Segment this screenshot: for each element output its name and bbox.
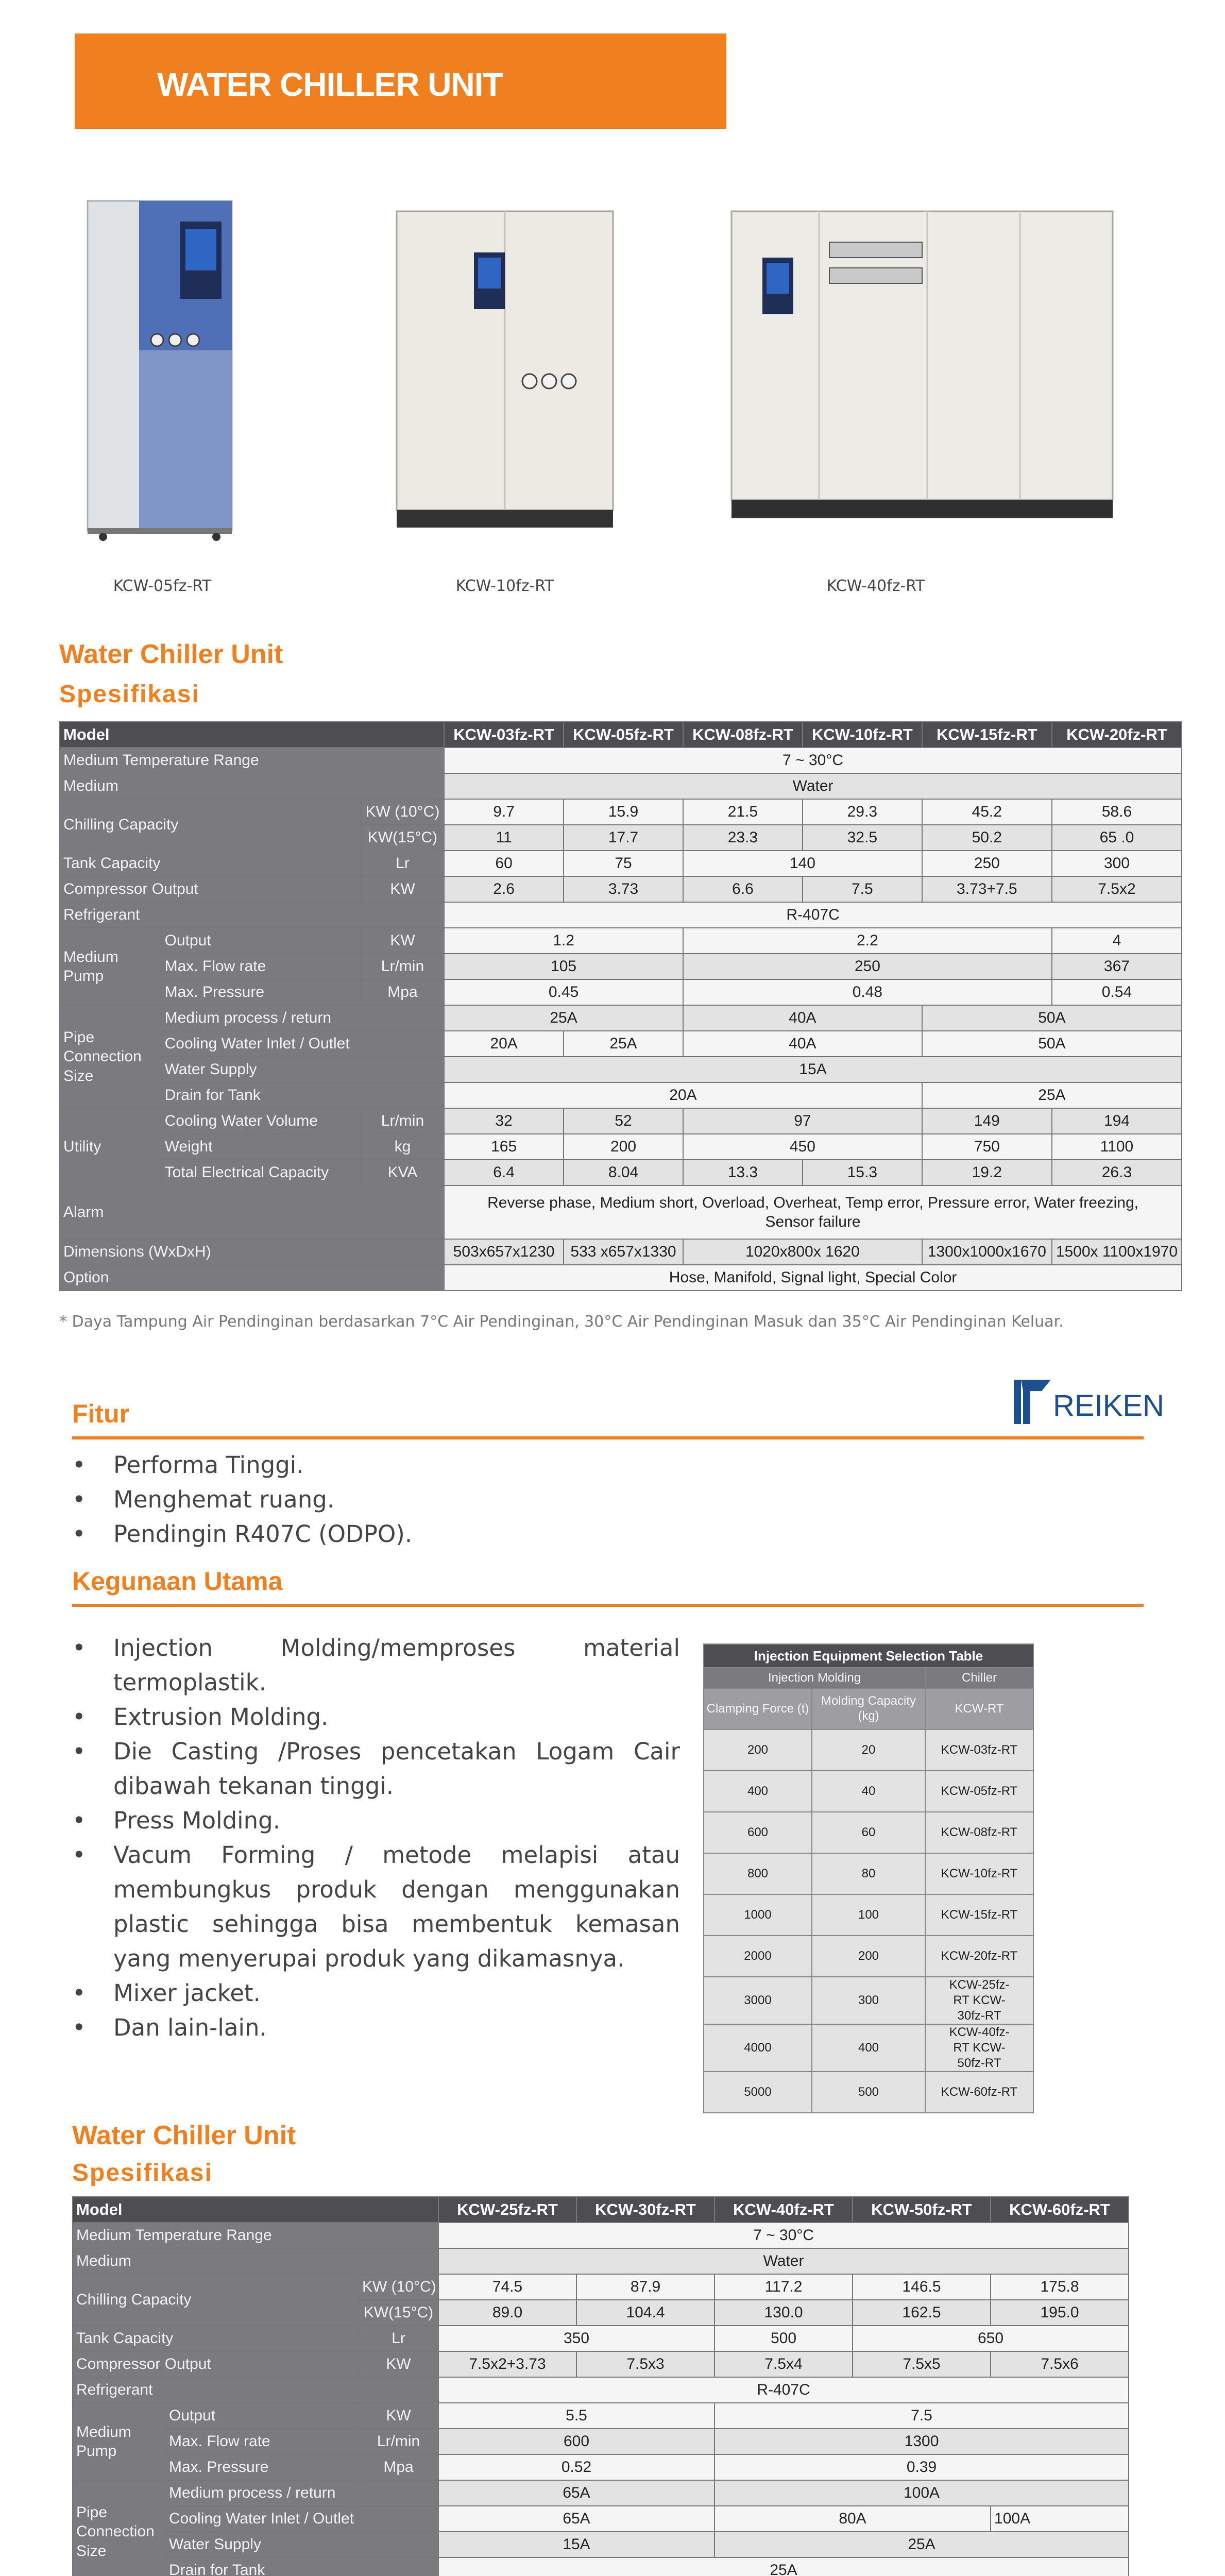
- cell: R-407C: [438, 2377, 1129, 2403]
- cell: 200: [564, 1134, 683, 1160]
- table-row: [73, 2557, 1129, 2576]
- row-sublabel: Max. Flow rate: [165, 2429, 359, 2454]
- cell: 5.5: [438, 2403, 714, 2429]
- table-row: [60, 1005, 1182, 1031]
- table-row: [73, 2429, 1129, 2454]
- section2-subtitle: Spesifikasi: [72, 2159, 213, 2187]
- cell: 1300x1000x1670: [922, 1239, 1052, 1265]
- header-cell: KCW-RT: [925, 1688, 1033, 1730]
- cell: 25A: [922, 1082, 1182, 1108]
- cell: 100A: [991, 2506, 1129, 2532]
- row-label: Refrigerant: [73, 2377, 438, 2403]
- cell: 74.5: [438, 2274, 576, 2300]
- cell: 21.5: [683, 799, 803, 825]
- cell: 50A: [922, 1031, 1182, 1057]
- cell: 1500x 1100x1970: [1052, 1239, 1182, 1265]
- cell: 60: [444, 851, 564, 876]
- header-cell: KCW-08fz-RT: [683, 722, 803, 748]
- photo-caption: KCW-10fz-RT: [455, 577, 554, 595]
- cell: 1.2: [444, 928, 683, 954]
- cell: 50.2: [922, 825, 1052, 851]
- table-row: 400 40 KCW-05fz-RT: [704, 1771, 1033, 1812]
- unit-cell: KW (10°C): [361, 799, 444, 825]
- list-item: • Vacum Forming / metode melapisi atau membungkus produk dengan menggunakan plastic sehingga bisa membentuk kemasan yang menyerupai produk yang dikamasnya.: [72, 1841, 680, 1972]
- list-item: • Menghemat ruang.: [72, 1486, 335, 1513]
- unit-cell: Mpa: [359, 2454, 438, 2480]
- table-row: [60, 928, 1182, 954]
- cell: 0.45: [444, 979, 683, 1005]
- cell: 7.5x4: [714, 2351, 853, 2377]
- cell: 175.8: [991, 2274, 1129, 2300]
- cell: 40A: [683, 1005, 922, 1031]
- photo-caption: KCW-05fz-RT: [113, 577, 212, 595]
- row-sublabel: Medium process / return: [161, 1005, 445, 1031]
- row-label: Alarm: [60, 1185, 444, 1239]
- table-row: [73, 2223, 1129, 2248]
- cell: 7.5x5: [853, 2351, 991, 2377]
- cell: 9.7: [444, 799, 564, 825]
- cell: Water: [444, 773, 1182, 799]
- cell: 25A: [714, 2532, 1129, 2557]
- row-sublabel: Output: [165, 2403, 359, 2429]
- unit-cell: KW(15°C): [361, 825, 444, 851]
- table-row: [60, 1265, 1182, 1291]
- row-label: Medium Temperature Range: [60, 748, 444, 773]
- table-row: [60, 1031, 1182, 1057]
- table-row: [60, 1239, 1182, 1265]
- row-label: Refrigerant: [60, 902, 444, 928]
- row-sublabel: Weight: [161, 1134, 361, 1160]
- unit-cell: Lr/min: [361, 954, 444, 979]
- cell: 146.5: [853, 2274, 991, 2300]
- row-label: Chilling Capacity: [60, 799, 361, 851]
- list-item: • Die Casting /Proses pencetakan Logam Cair dibawah tekanan tinggi.: [72, 1738, 680, 1800]
- table-row: [60, 773, 1182, 799]
- row-label: Utility: [60, 1108, 161, 1185]
- cell: 20A: [444, 1082, 922, 1108]
- table-row: [60, 1160, 1182, 1185]
- list-item: • Press Molding.: [72, 1807, 281, 1834]
- page-title: WATER CHILLER UNIT: [157, 66, 503, 103]
- row-sublabel: Drain for Tank: [165, 2557, 438, 2576]
- cell: 0.39: [714, 2454, 1129, 2480]
- row-label: Medium Pump: [60, 928, 161, 1005]
- unit-cell: Lr/min: [359, 2429, 438, 2454]
- cell: 600: [438, 2429, 714, 2454]
- cell: 250: [922, 851, 1052, 876]
- unit-cell: KW: [359, 2351, 438, 2377]
- cell: 2.2: [683, 928, 1052, 954]
- footnote: * Daya Tampung Air Pendinginan berdasarkan 7°C Air Pendinginan, 30°C Air Pendinginan Masuk dan 35°C Air Pendinginan Keluar.: [59, 1313, 1064, 1331]
- cell: 7.5x2: [1052, 876, 1182, 902]
- header-cell: Model: [60, 722, 444, 748]
- cell: 15A: [438, 2532, 714, 2557]
- table-row: [73, 2351, 1129, 2377]
- table-title-row: [704, 1644, 1033, 1668]
- unit-cell: Lr/min: [361, 1108, 444, 1134]
- kegunaan-list: [72, 1631, 680, 2045]
- cell: 6.4: [444, 1160, 564, 1185]
- table-row: [73, 2480, 1129, 2506]
- table-row: [73, 2532, 1129, 2557]
- photo-caption: KCW-40fz-RT: [826, 577, 925, 595]
- header-cell: KCW-20fz-RT: [1052, 722, 1182, 748]
- group-header: Chiller: [925, 1668, 1033, 1688]
- cell: 45.2: [922, 799, 1052, 825]
- table-row: [60, 1185, 1182, 1239]
- cell: 25A: [444, 1005, 683, 1031]
- row-label: Compressor Output: [73, 2351, 359, 2377]
- cell: R-407C: [444, 902, 1182, 928]
- header-cell: Clamping Force (t): [704, 1688, 812, 1730]
- cell: Water: [438, 2248, 1129, 2274]
- cell: 6.6: [683, 876, 803, 902]
- cell: 0.48: [683, 979, 1052, 1005]
- unit-cell: Lr: [361, 851, 444, 876]
- section2-title: Water Chiller Unit: [72, 2121, 296, 2150]
- header-cell: KCW-50fz-RT: [853, 2197, 991, 2223]
- cell: 7 ~ 30°C: [438, 2223, 1129, 2248]
- cell: 25A: [438, 2557, 1129, 2576]
- table-row: [73, 2326, 1129, 2351]
- cell: 89.0: [438, 2300, 576, 2326]
- cell: 3.73: [564, 876, 683, 902]
- cell: 15.3: [803, 1160, 922, 1185]
- table-row: [60, 902, 1182, 928]
- unit-cell: Mpa: [361, 979, 444, 1005]
- spec-table-1: [59, 721, 1182, 1291]
- table-row: 1000 100 KCW-15fz-RT: [704, 1894, 1033, 1936]
- cell: 20A: [444, 1031, 564, 1057]
- list-item: • Extrusion Molding.: [72, 1703, 329, 1731]
- cell: 165: [444, 1134, 564, 1160]
- cell: 117.2: [714, 2274, 853, 2300]
- header-cell: KCW-30fz-RT: [576, 2197, 714, 2223]
- cell: 25A: [564, 1031, 683, 1057]
- header-cell: KCW-25fz-RT: [438, 2197, 576, 2223]
- cell: 1300: [714, 2429, 1129, 2454]
- table-row: [73, 2506, 1129, 2532]
- row-label: Pipe Connection Size: [60, 1005, 161, 1108]
- fitur-list: [72, 1448, 896, 1551]
- row-sublabel: Total Electrical Capacity: [161, 1160, 361, 1185]
- unit-cell: kg: [361, 1134, 444, 1160]
- table-row: 800 80 KCW-10fz-RT: [704, 1853, 1033, 1894]
- unit-cell: KW (10°C): [359, 2274, 438, 2300]
- injection-selection-table: [703, 1643, 1034, 2113]
- cell: 32: [444, 1108, 564, 1134]
- cell: 350: [438, 2326, 714, 2351]
- row-sublabel: Output: [161, 928, 361, 954]
- list-item: • Performa Tinggi.: [72, 1451, 304, 1479]
- cell: 50A: [922, 1005, 1182, 1031]
- list-item: • Pendingin R407C (ODPO).: [72, 1520, 413, 1548]
- unit-cell: KVA: [361, 1160, 444, 1185]
- table-header-row: [60, 722, 1182, 748]
- row-label: Dimensions (WxDxH): [60, 1239, 444, 1265]
- group-header: Injection Molding: [704, 1668, 925, 1688]
- row-sublabel: Cooling Water Inlet / Outlet: [165, 2506, 438, 2532]
- header-cell: KCW-03fz-RT: [444, 722, 564, 748]
- cell: 500: [714, 2326, 853, 2351]
- cell: 100A: [714, 2480, 1129, 2506]
- cell: 0.54: [1052, 979, 1182, 1005]
- row-label: Medium: [60, 773, 444, 799]
- cell: 533 x657x1330: [564, 1239, 683, 1265]
- chiller-photo-05fz: [72, 191, 247, 541]
- cell: 140: [683, 851, 922, 876]
- cell: 7.5x6: [991, 2351, 1129, 2377]
- cell: 250: [683, 954, 1052, 979]
- cell: 58.6: [1052, 799, 1182, 825]
- cell: 17.7: [564, 825, 683, 851]
- list-item: • Injection Molding/memproses material termoplastik.: [72, 1634, 680, 1696]
- table-title: Injection Equipment Selection Table: [704, 1644, 1033, 1668]
- cell: 750: [922, 1134, 1052, 1160]
- row-label: Medium Temperature Range: [73, 2223, 438, 2248]
- cell: 450: [683, 1134, 922, 1160]
- row-sublabel: Max. Flow rate: [161, 954, 361, 979]
- table-row: [73, 2454, 1129, 2480]
- cell: 0.52: [438, 2454, 714, 2480]
- row-label: Tank Capacity: [60, 851, 361, 876]
- title-banner: [75, 33, 726, 129]
- row-sublabel: Drain for Tank: [161, 1082, 445, 1108]
- table-row: 5000 500 KCW-60fz-RT: [704, 2072, 1033, 2113]
- section1-title: Water Chiller Unit: [59, 639, 283, 669]
- cell: 8.04: [564, 1160, 683, 1185]
- table-row: 3000 300 KCW-25fz-RT KCW-30fz-RT: [704, 1977, 1033, 2024]
- section1-subtitle: Spesifikasi: [59, 681, 200, 708]
- row-label: Option: [60, 1265, 444, 1291]
- cell: 87.9: [576, 2274, 714, 2300]
- unit-cell: KW(15°C): [359, 2300, 438, 2326]
- header-cell: KCW-40fz-RT: [714, 2197, 853, 2223]
- row-sublabel: Water Supply: [165, 2532, 438, 2557]
- unit-cell: Lr: [359, 2326, 438, 2351]
- row-sublabel: Cooling Water Inlet / Outlet: [161, 1031, 445, 1057]
- header-cell: KCW-60fz-RT: [991, 2197, 1129, 2223]
- table-header-row: [704, 1688, 1033, 1730]
- cell: 65A: [438, 2506, 714, 2532]
- table-row: [73, 2403, 1129, 2429]
- cell: 7 ~ 30°C: [444, 748, 1182, 773]
- cell: 65A: [438, 2480, 714, 2506]
- fitur-title: Fitur: [72, 1399, 130, 1428]
- divider: [72, 1436, 1144, 1439]
- header-cell: KCW-05fz-RT: [564, 722, 683, 748]
- table-row: [60, 979, 1182, 1005]
- table-row: [60, 1057, 1182, 1082]
- cell: 650: [853, 2326, 1129, 2351]
- cell: 52: [564, 1108, 683, 1134]
- divider: [72, 1604, 1144, 1607]
- cell: 194: [1052, 1108, 1182, 1134]
- cell: 3.73+7.5: [922, 876, 1052, 902]
- cell: 65 .0: [1052, 825, 1182, 851]
- cell: 7.5: [803, 876, 922, 902]
- cell: 162.5: [853, 2300, 991, 2326]
- table-row: [60, 876, 1182, 902]
- row-sublabel: Medium process / return: [165, 2480, 438, 2506]
- unit-cell: KW: [361, 928, 444, 954]
- cell: 13.3: [683, 1160, 803, 1185]
- header-cell: KCW-15fz-RT: [922, 722, 1052, 748]
- header-cell: KCW-10fz-RT: [803, 722, 922, 748]
- cell: Reverse phase, Medium short, Overload, Overheat, Temp error, Pressure error, Water freezing, Sensor failure: [444, 1185, 1182, 1239]
- table-row: [60, 1134, 1182, 1160]
- unit-cell: KW: [361, 876, 444, 902]
- list-item: • Mixer jacket.: [72, 1979, 261, 2007]
- header-cell: Model: [73, 2197, 438, 2223]
- table-row: [73, 2248, 1129, 2274]
- table-row: [73, 2377, 1129, 2403]
- header-cell: Molding Capacity (kg): [812, 1688, 925, 1730]
- row-label: Medium Pump: [73, 2403, 165, 2480]
- table-row: 2000 200 KCW-20fz-RT: [704, 1936, 1033, 1977]
- cell: 104.4: [576, 2300, 714, 2326]
- table-row: 4000 400 KCW-40fz-RT KCW-50fz-RT: [704, 2024, 1033, 2072]
- cell: 7.5: [714, 2403, 1129, 2429]
- row-label: Tank Capacity: [73, 2326, 359, 2351]
- reiken-logo: [1010, 1370, 1164, 1432]
- cell: 15.9: [564, 799, 683, 825]
- table-row: 200 20 KCW-03fz-RT: [704, 1730, 1033, 1771]
- cell: 26.3: [1052, 1160, 1182, 1185]
- table-row: 600 60 KCW-08fz-RT: [704, 1812, 1033, 1853]
- row-label: Medium: [73, 2248, 438, 2274]
- table-header-row: [73, 2197, 1129, 2223]
- row-sublabel: Max. Pressure: [161, 979, 361, 1005]
- cell: 32.5: [803, 825, 922, 851]
- spec-table-2: [72, 2196, 1129, 2576]
- cell: 300: [1052, 851, 1182, 876]
- cell: 4: [1052, 928, 1182, 954]
- table-group-row: [704, 1668, 1033, 1688]
- cell: 97: [683, 1108, 922, 1134]
- row-label: Compressor Output: [60, 876, 361, 902]
- table-row: [60, 799, 1182, 825]
- cell: 2.6: [444, 876, 564, 902]
- cell: 195.0: [991, 2300, 1129, 2326]
- logo-text: REIKEN: [1053, 1389, 1164, 1422]
- table-row: [73, 2274, 1129, 2300]
- table-row: [60, 748, 1182, 773]
- cell: Hose, Manifold, Signal light, Special Color: [444, 1265, 1182, 1291]
- cell: 29.3: [803, 799, 922, 825]
- cell: 149: [922, 1108, 1052, 1134]
- table-row: [60, 1108, 1182, 1134]
- row-sublabel: Water Supply: [161, 1057, 445, 1082]
- table-row: [60, 954, 1182, 979]
- cell: 15A: [444, 1057, 1182, 1082]
- cell: 7.5x3: [576, 2351, 714, 2377]
- row-label: Pipe Connection Size: [73, 2480, 165, 2576]
- cell: 75: [564, 851, 683, 876]
- list-item: • Dan lain-lain.: [72, 2014, 267, 2041]
- cell: 11: [444, 825, 564, 851]
- cell: 40A: [683, 1031, 922, 1057]
- kegunaan-title: Kegunaan Utama: [72, 1567, 283, 1596]
- cell: 130.0: [714, 2300, 853, 2326]
- cell: 503x657x1230: [444, 1239, 564, 1265]
- table-row: [60, 1082, 1182, 1108]
- cell: 1100: [1052, 1134, 1182, 1160]
- table-row: [60, 851, 1182, 876]
- cell: 1020x800x 1620: [683, 1239, 922, 1265]
- chiller-photo-10fz: [392, 206, 618, 536]
- cell: 80A: [714, 2506, 991, 2532]
- row-sublabel: Cooling Water Volume: [161, 1108, 361, 1134]
- row-label: Chilling Capacity: [73, 2274, 359, 2326]
- cell: 7.5x2+3.73: [438, 2351, 576, 2377]
- cell: 105: [444, 954, 683, 979]
- cell: 23.3: [683, 825, 803, 851]
- row-sublabel: Max. Pressure: [165, 2454, 359, 2480]
- cell: 367: [1052, 954, 1182, 979]
- chiller-photo-40fz: [721, 201, 1123, 531]
- cell: 19.2: [922, 1160, 1052, 1185]
- unit-cell: KW: [359, 2403, 438, 2429]
